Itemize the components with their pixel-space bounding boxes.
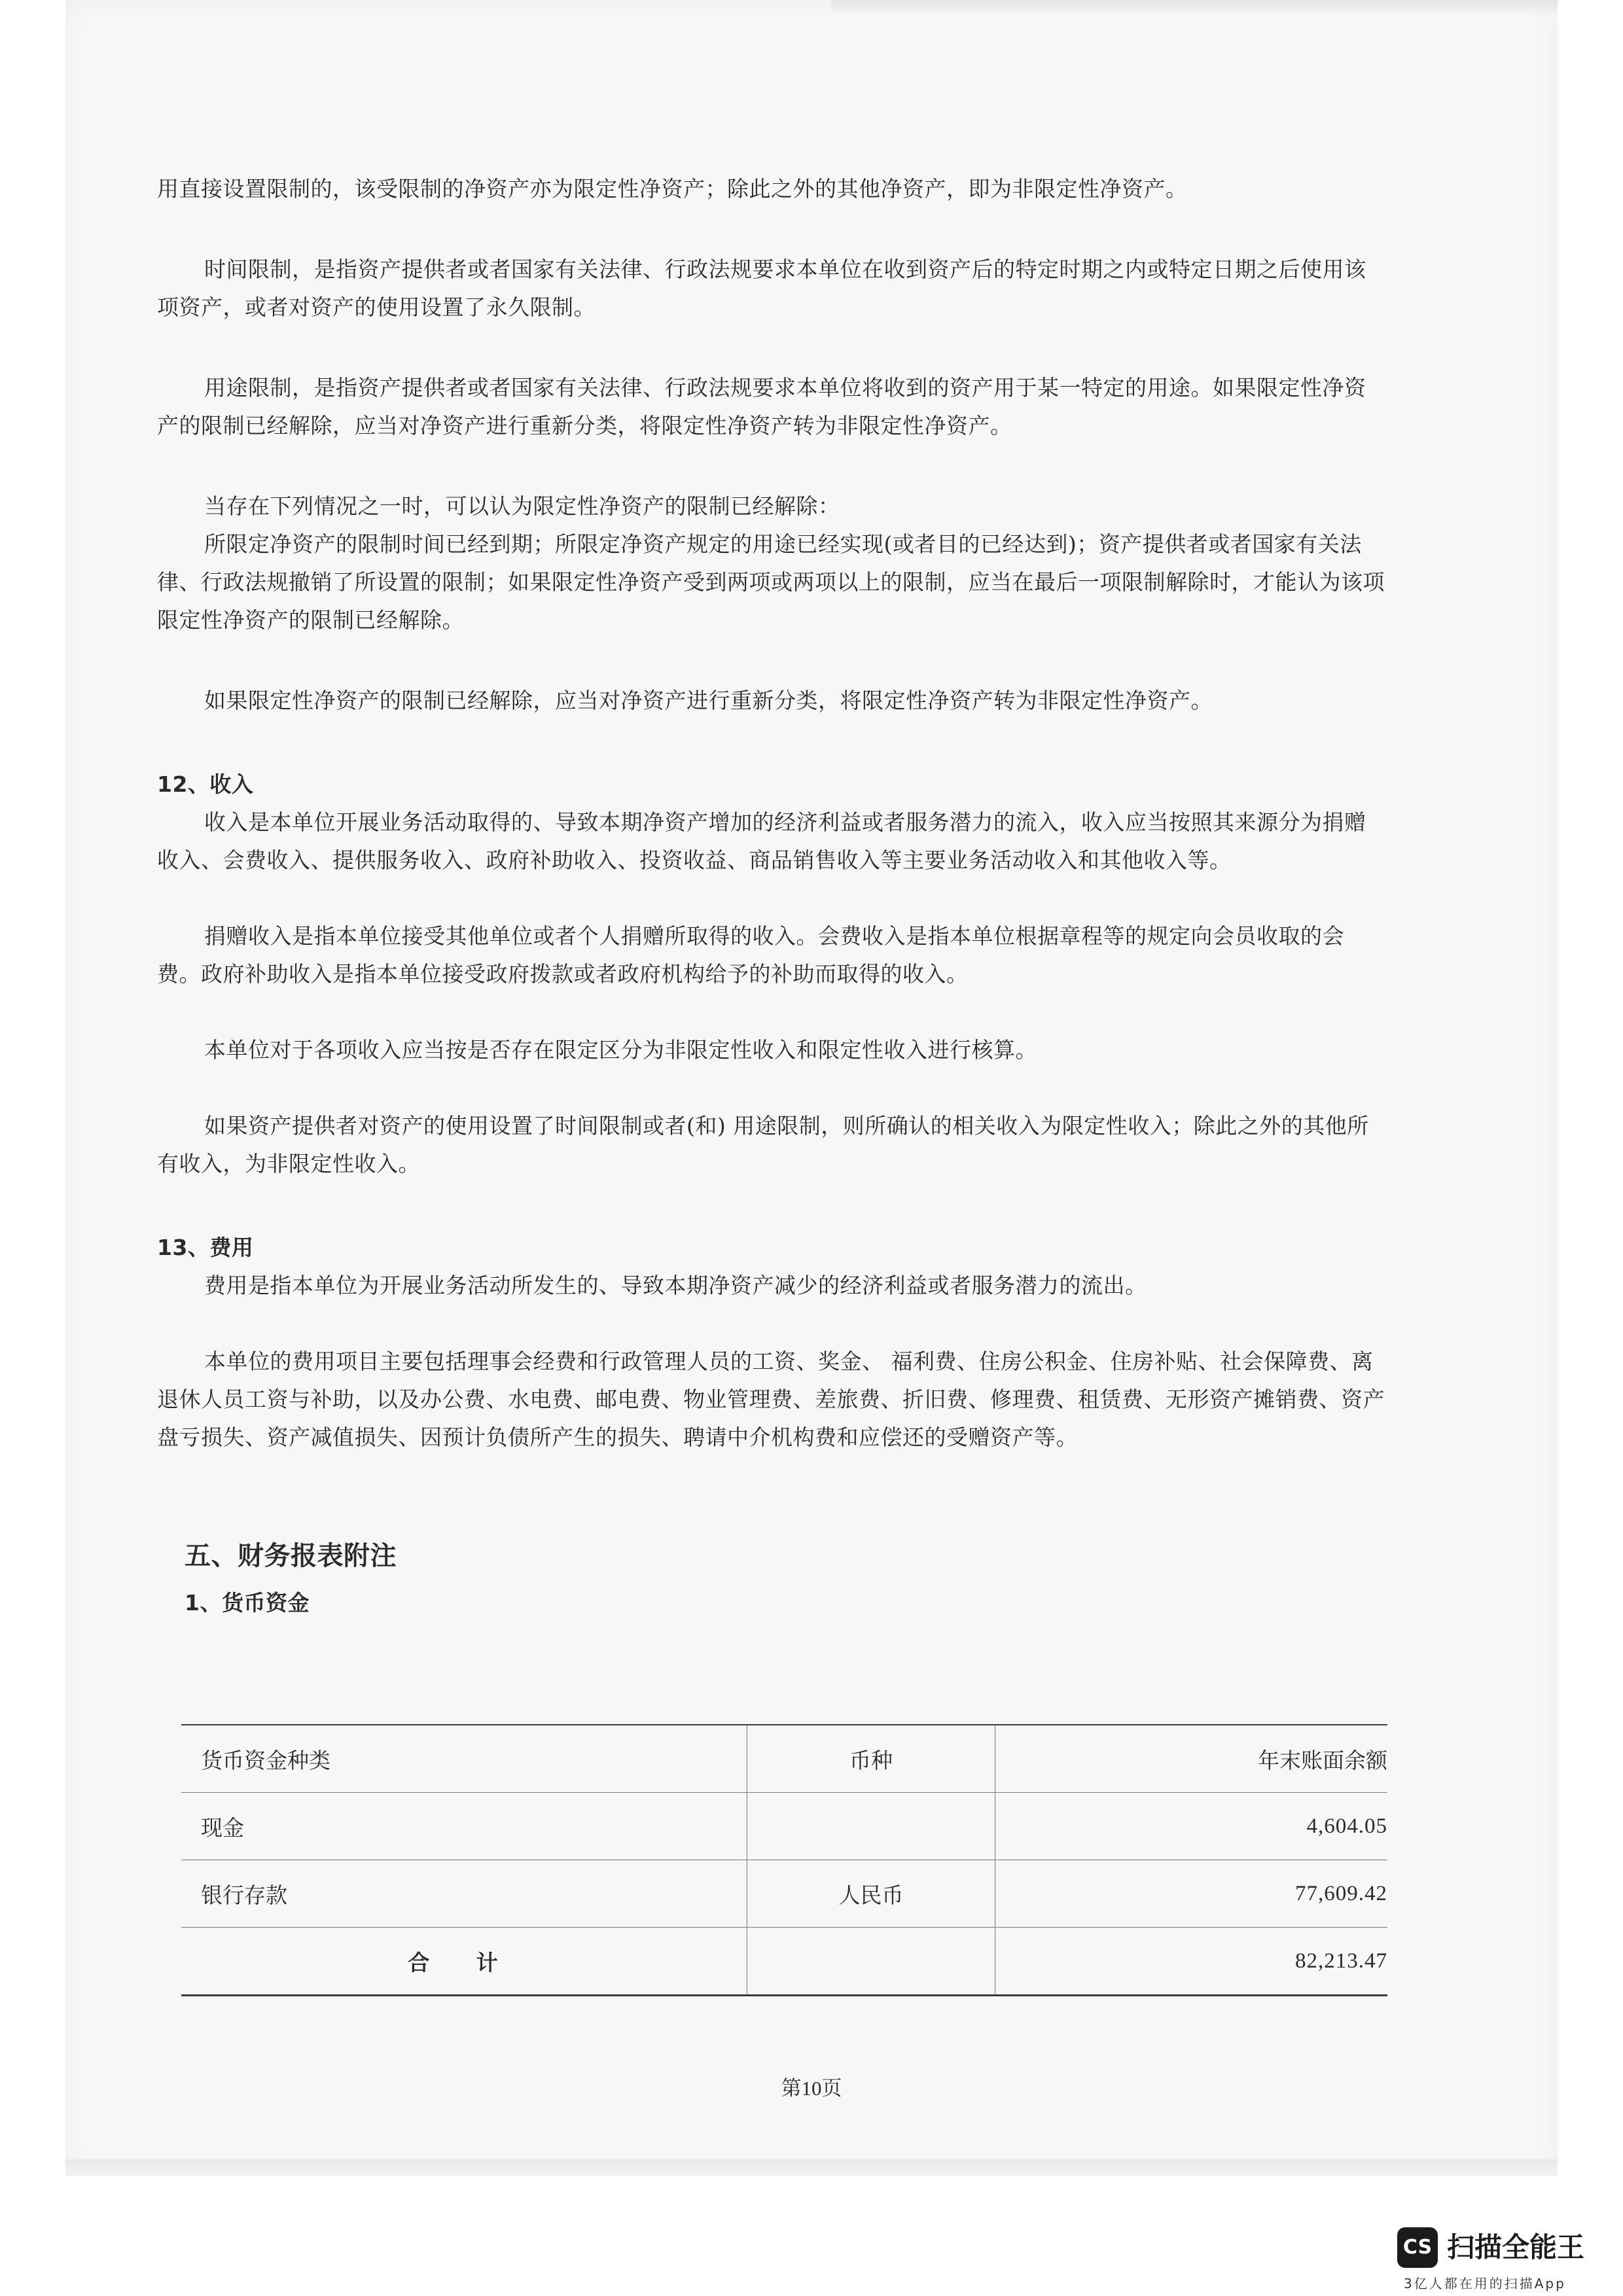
watermark-app-name: 扫描全能王 <box>1447 2231 1585 2263</box>
paragraph: 用途限制，是指资产提供者或者国家有关法律、行政法规要求本单位将收到的资产用于某一特定的用途。如果限定性净资产的限制已经解除，应当对净资产进行重新分类，将限定性净资产转为非限定性净资产。 <box>157 375 1366 438</box>
item-heading-expense: 13、费用 <box>157 1235 254 1260</box>
paragraph: 本单位的费用项目主要包括理事会经费和行政管理人员的工资、奖金、 福利费、住房公积金、住房补贴、社会保障费、离退休人员工资与补助，以及办公费、水电费、邮电费、物业管理费、差旅费、折旧费、修理费、租赁费、无形资产摊销费、资产盘亏损失、资产减值损失、因预计负债所产生的损失、聘请中介机构费和应偿还的受赠资产等。 <box>157 1349 1385 1450</box>
table-cell: 银行存款 <box>181 1860 747 1928</box>
table-cell <box>747 1793 995 1860</box>
section-heading: 五、财务报表附注 <box>185 1541 397 1571</box>
table-row <box>181 1793 1387 1860</box>
table-cell: 现金 <box>181 1793 747 1860</box>
table-cell <box>747 1928 995 1996</box>
paragraph: 当存在下列情况之一时，可以认为限定性净资产的限制已经解除： <box>204 493 840 519</box>
paragraph: 时间限制，是指资产提供者或者国家有关法律、行政法规要求本单位在收到资产后的特定时期之内或特定日期之后使用该项资产，或者对资产的使用设置了永久限制。 <box>157 256 1366 320</box>
cash-table <box>181 1724 1387 1996</box>
page-number: 第10页 <box>781 2077 842 2100</box>
document-body <box>157 170 1387 1623</box>
paragraph: 本单位对于各项收入应当按是否存在限定区分为非限定性收入和限定性收入进行核算。 <box>204 1037 1037 1063</box>
watermark-tagline: 3亿人都在用的扫描App <box>1404 2276 1566 2291</box>
table-cell: 77,609.42 <box>995 1860 1388 1928</box>
table-header-cell: 年末账面余额 <box>995 1725 1388 1793</box>
table-total-value: 82,213.47 <box>995 1928 1388 1996</box>
sub-heading: 1、货币资金 <box>185 1590 310 1616</box>
table-cell: 4,604.05 <box>995 1793 1388 1860</box>
scan-top-edge <box>831 0 1558 17</box>
scan-bottom-edge <box>65 2159 1558 2176</box>
table-total-row <box>181 1928 1387 1996</box>
table-header-cell: 币种 <box>747 1725 995 1793</box>
paragraph: 捐赠收入是指本单位接受其他单位或者个人捐赠所取得的收入。会费收入是指本单位根据章程等的规定向会员收取的会费。政府补助收入是指本单位接受政府拨款或者政府机构给予的补助而取得的收入。 <box>157 923 1344 987</box>
item-heading-income: 12、收入 <box>157 771 254 797</box>
paragraph: 所限定净资产的限制时间已经到期；所限定净资产规定的用途已经实现(或者目的已经达到)；资产提供者或者国家有关法律、行政法规撤销了所设置的限制；如果限定性净资产受到两项或两项以上的限制，应当在最后一项限制解除时，才能认为该项限定性净资产的限制已经解除。 <box>157 531 1385 633</box>
table-header-row <box>181 1725 1387 1793</box>
table-total-label: 合 计 <box>181 1928 747 1996</box>
table-cell: 人民币 <box>747 1860 995 1928</box>
table-header-cell: 货币资金种类 <box>181 1725 747 1793</box>
camscanner-logo-icon: CS <box>1397 2227 1438 2268</box>
paragraph: 费用是指本单位为开展业务活动所发生的、导致本期净资产减少的经济利益或者服务潜力的流出。 <box>204 1273 1147 1298</box>
paragraph: 如果限定性净资产的限制已经解除，应当对净资产进行重新分类，将限定性净资产转为非限定性净资产。 <box>204 688 1213 713</box>
table-row <box>181 1860 1387 1928</box>
paragraph: 收入是本单位开展业务活动取得的、导致本期净资产增加的经济利益或者服务潜力的流入，收入应当按照其来源分为捐赠收入、会费收入、提供服务收入、政府补助收入、投资收益、商品销售收入等主要业务活动收入和其他收入等。 <box>157 809 1366 873</box>
paragraph: 如果资产提供者对资产的使用设置了时间限制或者(和) 用途限制，则所确认的相关收入为限定性收入；除此之外的其他所有收入，为非限定性收入。 <box>157 1113 1369 1176</box>
paragraph: 用直接设置限制的，该受限制的净资产亦为限定性净资产；除此之外的其他净资产，即为非限定性净资产。 <box>157 176 1188 202</box>
